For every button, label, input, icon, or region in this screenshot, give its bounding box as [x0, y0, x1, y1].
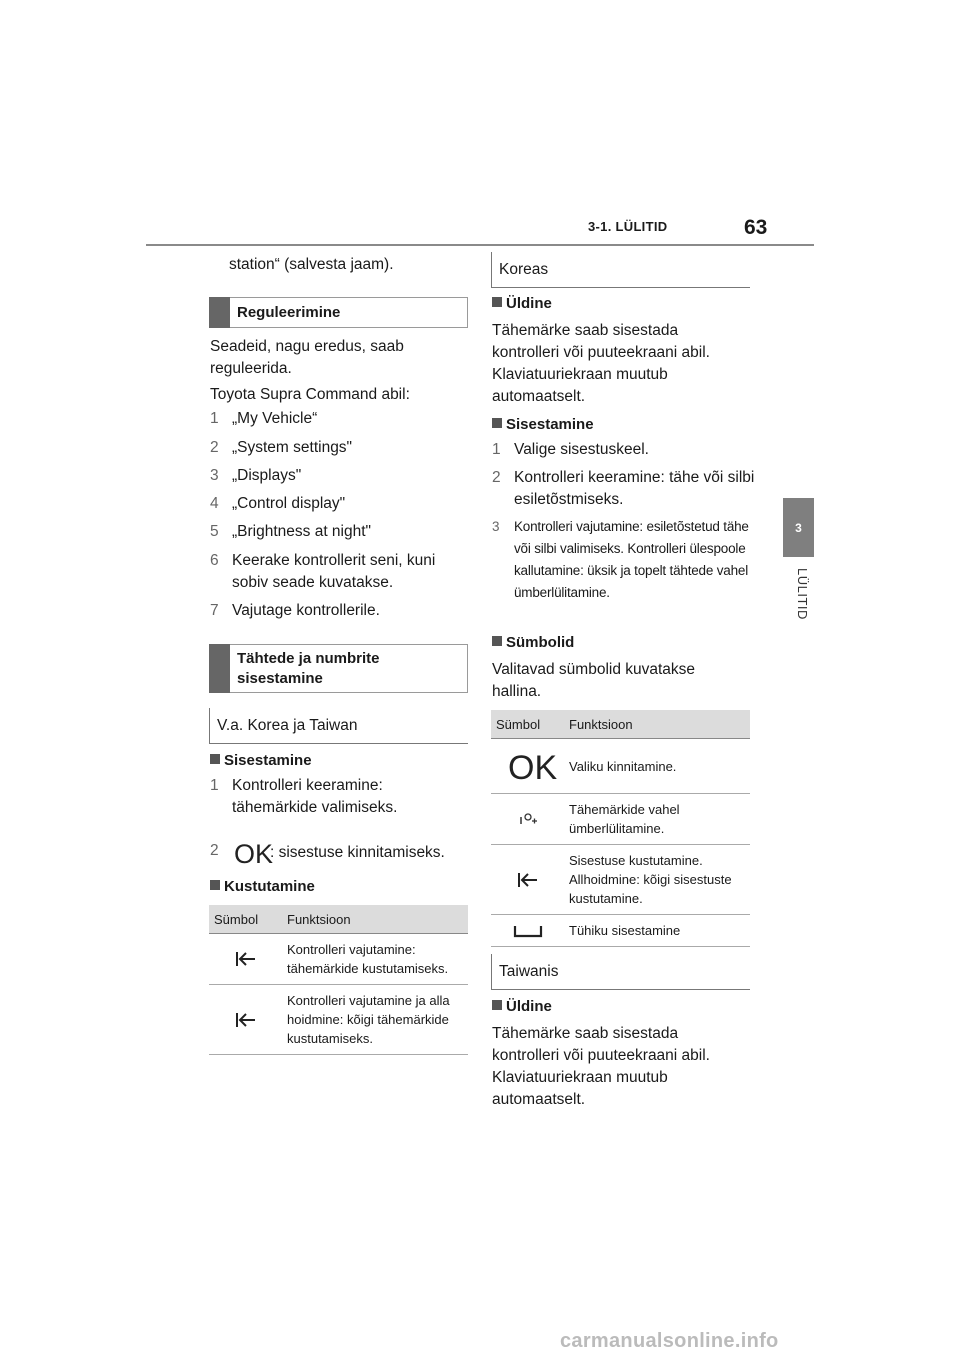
paragraph: Tähemärke saab sisestada kontrolleri või puuteekraani abil. Klaviatuuriekraan muutub automaatselt. [492, 1025, 710, 1108]
square-bullet-icon [210, 754, 220, 764]
ok-icon [491, 749, 564, 787]
subheading: Sisestamine [492, 415, 594, 435]
delete-arrow-icon [491, 870, 564, 890]
square-bullet-icon [492, 636, 502, 646]
space-icon [491, 924, 564, 938]
table-header-row: Sümbol Funktsioon [491, 710, 750, 739]
paragraph: Toyota Supra Command abil: [210, 386, 410, 403]
square-bullet-icon [492, 297, 502, 307]
section-head-tahtede-sisestamine [209, 644, 468, 693]
section-head-reguleerimine [209, 297, 468, 328]
list-item: 2 „System settings" [210, 439, 353, 456]
list-item: 7 Vajutage kontrollerile. [210, 602, 380, 619]
svg-text:OK: OK [234, 839, 274, 869]
intro-continuation: station“ (salvesta jaam). [229, 256, 394, 273]
section-header: 3-1. LÜLITID [588, 219, 668, 234]
section-title: Reguleerimine [237, 304, 341, 321]
table-row: Kontrolleri vajutamine ja alla hoidmine: kõigi tähemärkide kustutamiseks. [209, 985, 468, 1055]
svg-text:OK: OK [507, 749, 557, 787]
table-row: Sisestuse kustutamine. Allhoidmine: kõigi sisestuste kustutamine. [491, 845, 750, 915]
section-bar [209, 297, 230, 328]
table-row: Kontrolleri vajutamine: tähemärkide kustutamiseks. [209, 934, 468, 985]
page-number: 63 [744, 216, 768, 239]
subheading: Üldine [492, 997, 552, 1017]
list-item: 3 Kontrolleri vajutamine: esiletõstetud tähe või silbi valimiseks. Kontrolleri ülespoole kallutamine: üksik ja topelt tähtede vahel ümberlülitamine. [492, 519, 749, 600]
table-row: Tähemärkide vahel ümberlülitamine. [491, 794, 750, 845]
toggle-characters-icon [491, 809, 564, 829]
subheading: Üldine [492, 294, 552, 314]
table-row: Tühiku sisestamine [491, 915, 750, 947]
list-item: 4 „Control display" [210, 495, 346, 512]
list-item: 1 „My Vehicle“ [210, 410, 318, 427]
symbols-table [491, 710, 750, 947]
list-item: 1 Valige sisestuskeel. [492, 441, 649, 458]
header-rule [146, 244, 814, 246]
paragraph: Seadeid, nagu eredus, saab reguleerida. [210, 338, 404, 377]
list-item: 6 Keerake kontrollerit seni, kuni sobiv seade kuvatakse. [210, 552, 436, 591]
region-head: Koreas [491, 252, 750, 288]
section-title: Tähtede ja numbrite sisestamine [237, 650, 380, 687]
paragraph: Valitavad sümbolid kuvatakse hallina. [492, 661, 696, 700]
square-bullet-icon [492, 418, 502, 428]
square-bullet-icon [210, 880, 220, 890]
list-item: 3 „Displays" [210, 467, 302, 484]
region-head: V.a. Korea ja Taiwan [209, 708, 468, 744]
ok-icon [232, 839, 274, 869]
watermark: carmanualsonline.info [560, 1330, 779, 1352]
square-bullet-icon [492, 1000, 502, 1010]
region-head: Taiwanis [491, 954, 750, 990]
list-item: 2 Kontrolleri keeramine: tähe või silbi esiletõstmiseks. [492, 469, 755, 508]
list-item: 2 OK : sisestuse kinnitamiseks. [210, 839, 445, 869]
table-row: OK Valiku kinnitamine. [491, 739, 750, 794]
subheading: Kustutamine [210, 877, 315, 897]
section-bar [209, 644, 230, 693]
list-item: 1 Kontrolleri keeramine: tähemärkide valimiseks. [210, 777, 398, 816]
subheading: Sümbolid [492, 633, 574, 653]
paragraph: Tähemärke saab sisestada kontrolleri või puuteekraani abil. Klaviatuuriekraan muutub automaatselt. [492, 322, 710, 405]
list-item: 5 „Brightness at night" [210, 523, 372, 540]
chapter-label: LÜLITID [795, 568, 810, 620]
delete-arrow-icon [209, 1010, 282, 1030]
chapter-tab: 3 [783, 498, 814, 557]
delete-arrow-icon [209, 949, 282, 969]
table-header-row: Sümbol Funktsioon [209, 905, 468, 934]
subheading: Sisestamine [210, 751, 312, 771]
delete-symbols-table [209, 905, 468, 1055]
